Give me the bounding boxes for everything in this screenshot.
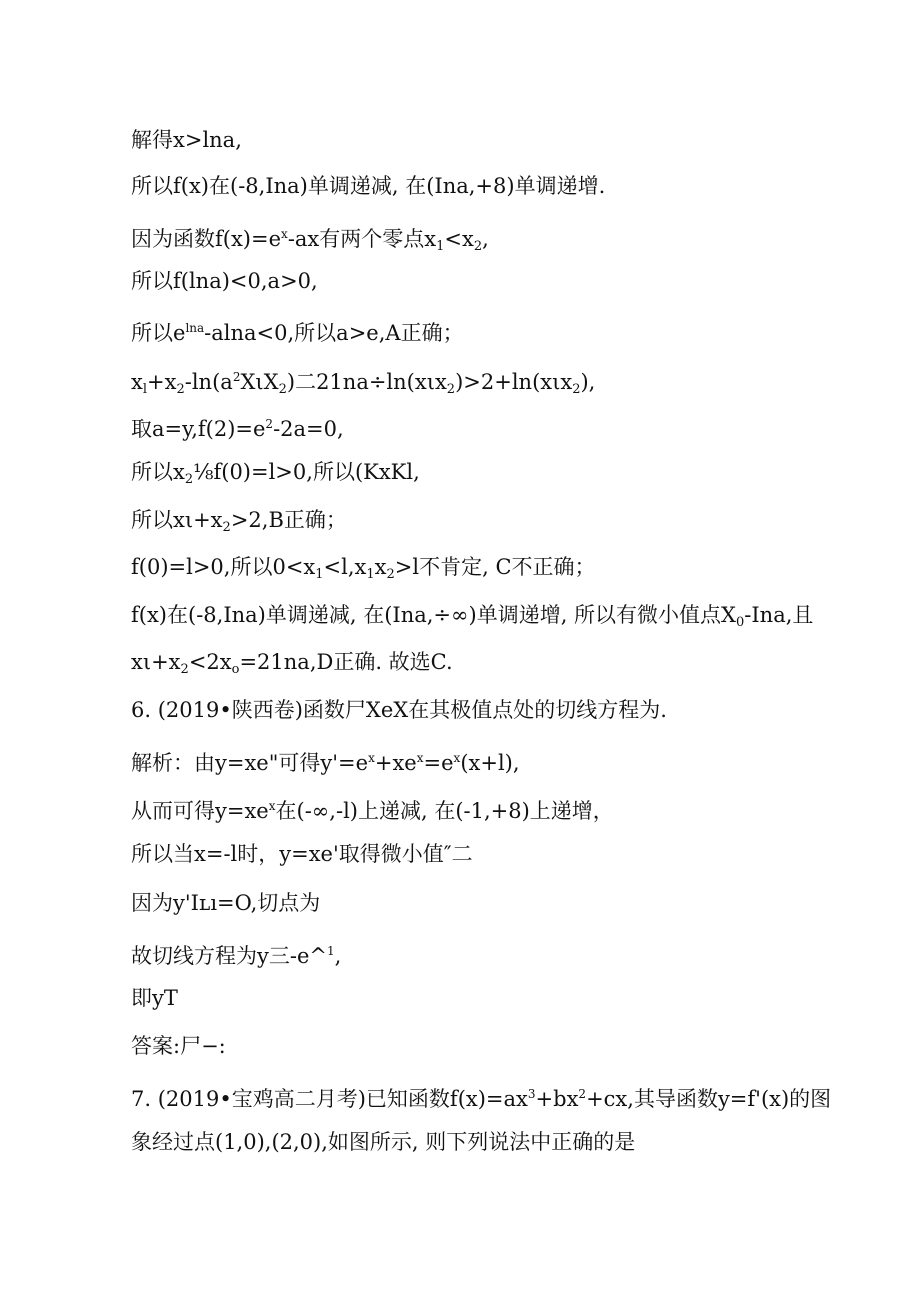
answer-line: 答案:尸−: (131, 1034, 226, 1058)
text-line: 所以f(x)在(-8,Ina)单调递减, 在(Ina,+8)单调递增. (131, 174, 606, 198)
text-line: f(x)在(-8,Ina)单调递减, 在(Ina,÷∞)单调递增, 所以有微小值点$X_0$-Ina,且 (131, 603, 814, 630)
text-line: 即yT (131, 986, 178, 1010)
question-6: 6. (2019•陕西卷)函数尸XeX在其极值点处的切线方程为. (131, 698, 667, 722)
question-7: 7. (2019•宝鸡高二月考)已知函数$f(x)=ax^3+bx^2+cx$,其导函数y=f'(x)的图 (131, 1087, 832, 1111)
text-line: 因为函数$f(x)=e^x-ax$有两个零点$x_1<x_2$, (131, 227, 489, 254)
text-line: 所以$x\iota+x_2>2,B$正确； (131, 508, 347, 535)
text-line: 所以f(lna)<0,a>0, (131, 269, 318, 293)
text-line: 取$a=y,f(2)=e^2-2a=0$, (131, 417, 344, 441)
text-line: 所以$e^{lna}-alna<0$,所以a>e,A正确； (131, 321, 464, 345)
text-line: 从而可得$y=xe^x$在(-∞,-l)上递减, 在(-1,+8)上递增， (131, 799, 614, 823)
text-line: 因为y'Iʟı=O,切点为 (131, 891, 321, 915)
text-line: f(0)=l>0,所以$0<x_1<l,x_1x_2>l$不肯定, C不正确； (131, 555, 596, 582)
text-line: $x_l+x_2-\ln(a^2X\iota X_2)$二21na÷ln(xιx$_2$)>2+ln(xιx$_2$), (131, 370, 596, 397)
text-line: 故切线方程为y三-e^$^1$, (131, 944, 342, 968)
text-line: 解得x>lna, (131, 128, 242, 152)
text-line: 解析：由y=xe"可得$y'=e^x+xe^x=e^x(x+l)$, (131, 751, 520, 775)
text-line: 所以当x=-l时，y=xe'取得微小值″二 (131, 842, 473, 866)
text-line: $x\iota+x_2<2x_o=21na,D$正确. 故选C. (131, 650, 453, 677)
text-line: 所以$x_2\frac{1}{8}f(0)=l>0$,所以(KxKl, (131, 460, 420, 487)
text-line: 象经过点(1,0),(2,0),如图所示, 则下列说法中正确的是 (131, 1130, 636, 1154)
